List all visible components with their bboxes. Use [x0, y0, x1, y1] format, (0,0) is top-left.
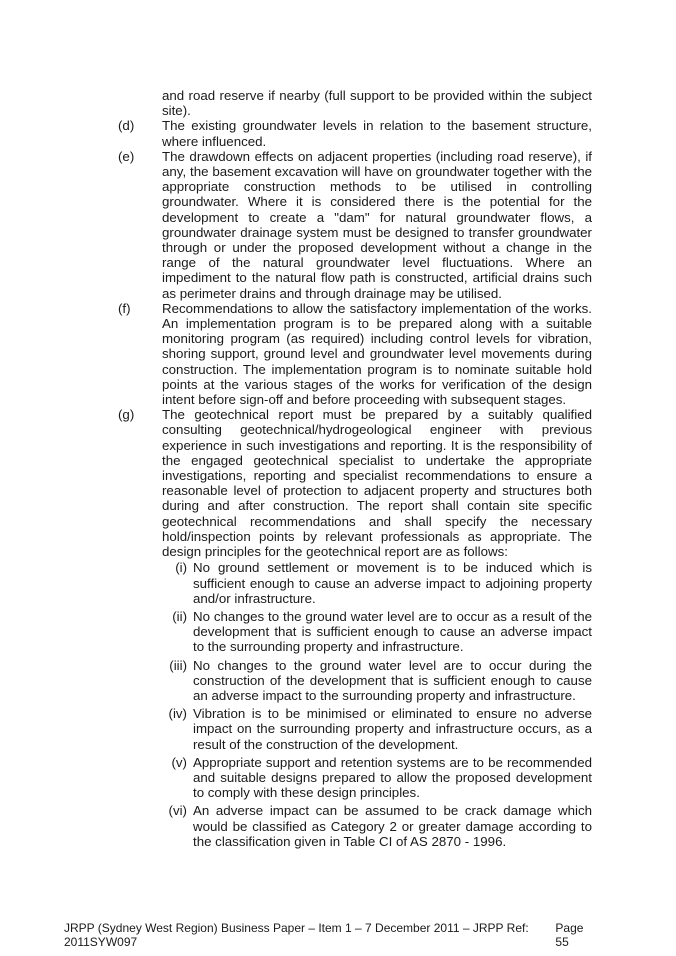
list-label: (d): [118, 118, 135, 134]
sub-label: (ii): [172, 608, 187, 624]
sub-label: (iii): [169, 657, 187, 673]
footer-reference: JRPP (Sydney West Region) Business Paper – Item 1 – 7 December 2011 – JRPP Ref: 2011SYW097: [64, 921, 529, 949]
sub-text: An adverse impact can be assumed to be crack damage which would be classified as Category 2 or greater damage according to the classification given in Table CI of AS 2870 - 1996.: [193, 803, 592, 849]
sub-text: No changes to the ground water level are to occur as a result of the development that is sufficient enough to cause an adverse impact to the surrounding property and infrastructure.: [193, 608, 592, 655]
list-item-e: [118, 149, 592, 301]
sub-text: Appropriate support and retention systems are to be recommended and suitable designs prepared to allow the proposed development to comply with these design principles.: [193, 754, 592, 801]
sub-text: Vibration is to be minimised or eliminated to ensure no adverse impact on the surrounding property and infrastructure occurs, as a result of the construction of the development.: [193, 706, 592, 752]
list-text: The drawdown effects on adjacent properties (including road reserve), if any, the basement excavation will have on groundwater together with the appropriate construction methods to be utilised in controlling groundwater. Where it is considered there is the potential for the development to create a "dam" for natural groundwater flows, a groundwater drainage system must be designed to transfer groundwater through or under the proposed development without a change in the range of the natural groundwater level fluctuations. Where an impediment to the natural flow path is constructed, artificial drains such as perimeter drains and through drainage may be utilised.: [162, 148, 592, 301]
sub-label: (v): [171, 754, 187, 770]
sub-label: (i): [175, 560, 187, 576]
list-label: (e): [118, 148, 135, 164]
list-label: (f): [118, 300, 131, 316]
list-item-g: [118, 407, 592, 559]
sub-text: No changes to the ground water level are to occur during the construction of the development that is sufficient enough to cause an adverse impact to the surrounding property and infrastructure.: [193, 657, 592, 703]
list-text: The geotechnical report must be prepared by a suitably qualified consulting geotechnical/hydrogeological engineer with previous experience in such investigations and reporting. It is the responsibility of the engaged geotechnical specialist to undertake the appropriate investigations, reporting and specialist recommendations to ensure a reasonable level of protection to adjacent property and structures both during and after construction. The report shall contain site specific geotechnical recommendations and shall specify the necessary hold/inspection points by relevant professionals as appropriate. The design principles for the geotechnical report are as follows:: [162, 407, 592, 560]
list-item-d: [118, 118, 592, 148]
list-item-f: [118, 301, 592, 407]
design-principles-list: [162, 560, 592, 849]
sub-text: No ground settlement or movement is to be induced which is sufficient enough to cause an adverse impact to adjoining property and/or infrastructure.: [193, 560, 592, 606]
body-content: [118, 88, 592, 852]
page-number: Page 55: [555, 921, 584, 949]
list-text: Recommendations to allow the satisfactory implementation of the works. An implementation program is to be prepared along with a suitable monitoring program (as required) including control levels for vibration, shoring support, ground level and groundwater level movements during construction. The implementation program is to nominate suitable hold points at the various stages of the works for verification of the design intent before sign-off and before proceeding with subsequent stages.: [162, 300, 592, 408]
sub-label: (iv): [168, 706, 187, 722]
sub-item-v: [162, 755, 592, 801]
sub-label: (vi): [168, 803, 187, 819]
list-text: The existing groundwater levels in relation to the basement structure, where influenced.: [162, 118, 592, 149]
continued-paragraph: and road reserve if nearby (full support to be provided within the subject site).: [162, 88, 592, 119]
sub-item-i: [162, 560, 592, 606]
sub-item-iv: [162, 706, 592, 752]
page-footer: [64, 921, 596, 949]
sub-item-ii: [162, 609, 592, 655]
sub-item-vi: [162, 803, 592, 849]
sub-item-iii: [162, 658, 592, 704]
list-label: (g): [118, 407, 135, 423]
